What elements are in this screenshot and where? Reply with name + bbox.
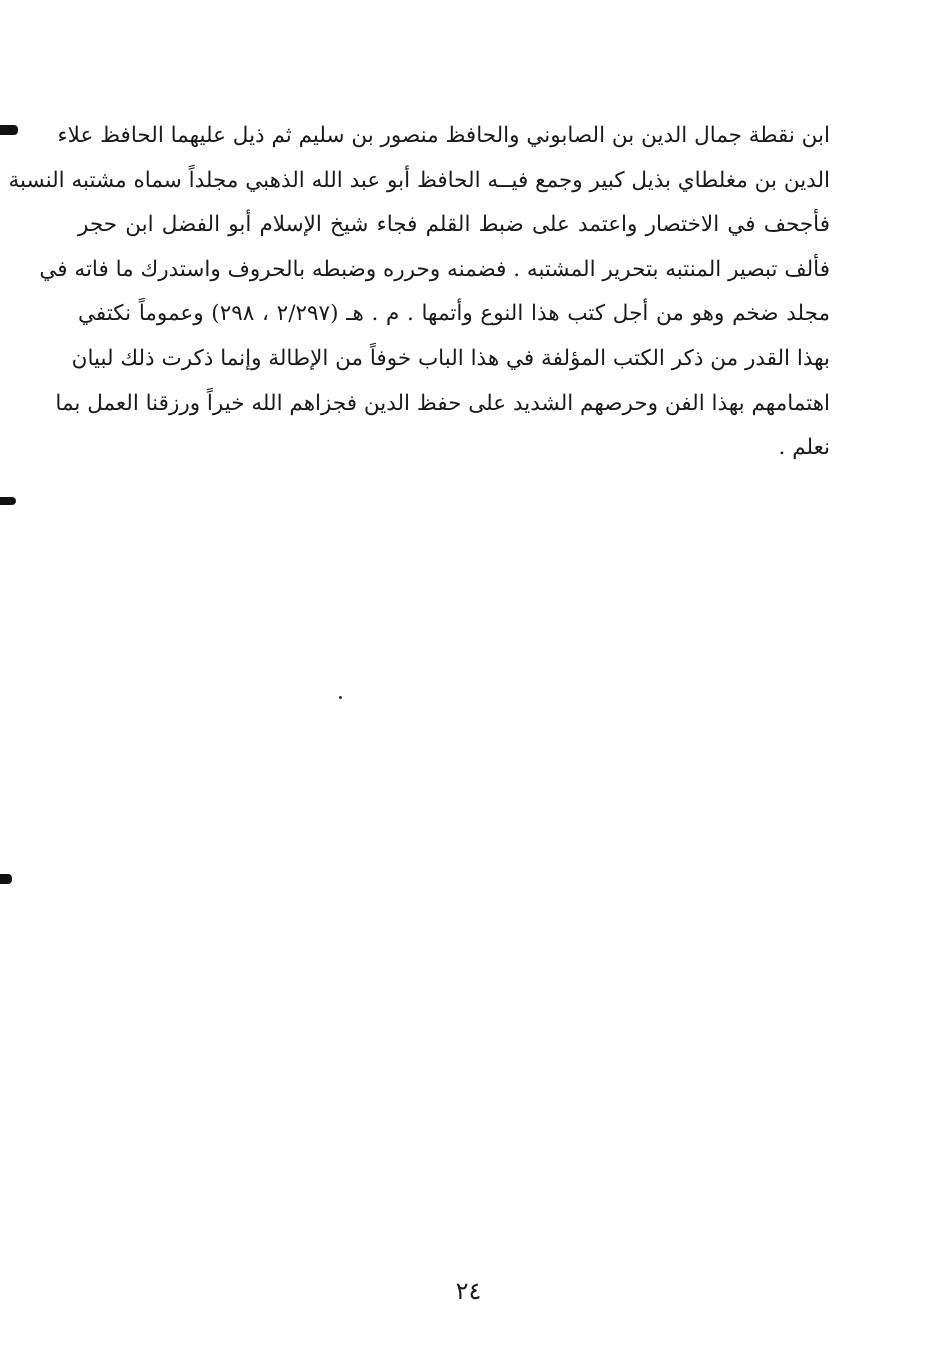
- text-line: الدين بن مغلطاي بذيل كبير وجمع فيــه الحافظ أبو عبد الله الذهبي مجلداً سماه مشتبه النسبة: [8, 167, 830, 193]
- scan-edge-mark: [0, 497, 16, 505]
- text-line: مجلد ضخم وهو من أجل كتب هذا النوع وأتمها . م . هـ (٢/٢٩٧ ، ٢٩٨) وعموماً نكتفي: [78, 301, 830, 327]
- text-line: اهتمامهم بهذا الفن وحرصهم الشديد على حفظ الدين فجزاهم الله خيراً ورزقنا العمل بما: [55, 390, 830, 416]
- text-line: بهذا القدر من ذكر الكتب المؤلفة في هذا الباب خوفاً من الإطالة وإنما ذكرت ذلك لبيان: [71, 345, 830, 371]
- text-line: ابن نقطة جمال الدين بن الصابوني والحافظ منصور بن سليم ثم ذيل عليهما الحافظ علاء: [57, 123, 830, 148]
- scan-edge-mark: [0, 125, 18, 135]
- scan-edge-mark: [0, 874, 12, 884]
- text-line: نعلم .: [778, 435, 830, 461]
- text-line: فأجحف في الاختصار واعتمد على ضبط القلم فجاء شيخ الإسلام أبو الفضل ابن حجر: [78, 212, 830, 238]
- body-text: [8, 114, 830, 471]
- scan-speck: [339, 696, 342, 699]
- page-number: ٢٤: [455, 1277, 482, 1305]
- text-line: فألف تبصير المنتبه بتحرير المشتبه . فضمنه وحرره وضبطه بالحروف واستدرك ما فاته في: [39, 256, 830, 282]
